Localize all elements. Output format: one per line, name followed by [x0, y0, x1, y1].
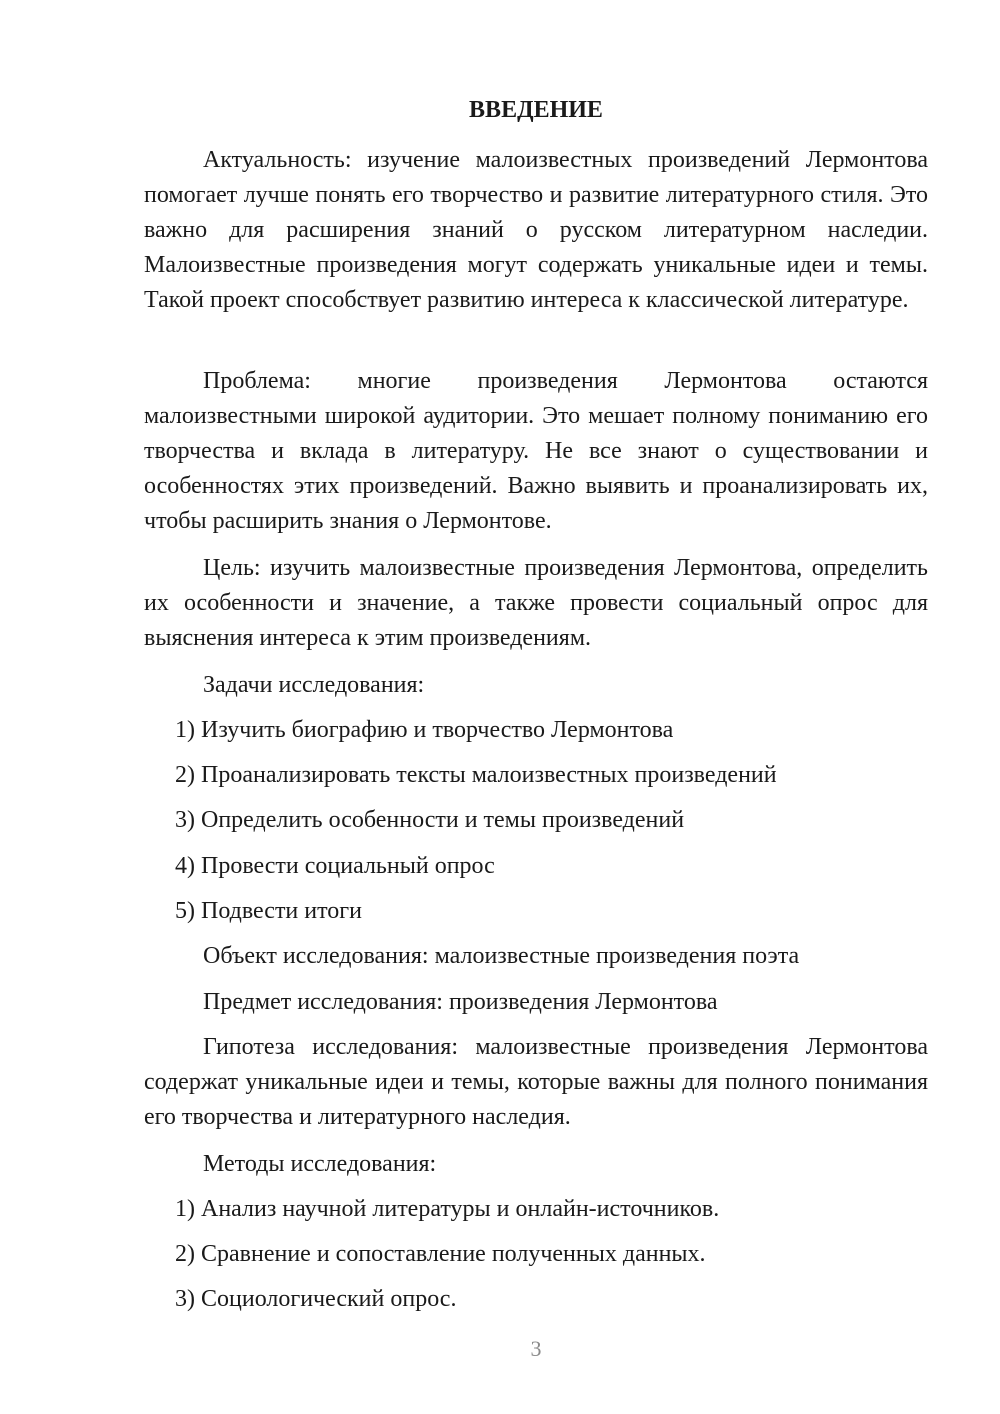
page-number: 3 — [530, 1336, 542, 1361]
goal-paragraph: Цель: изучить малоизвестные произведения Лермонтова, определить их особенности и значение, а также провести социальный опрос для выяснения интереса к этим произведениям. — [144, 555, 928, 651]
task-item: 5) Подвести итоги — [175, 898, 362, 924]
method-item: 1) Анализ научной литературы и онлайн-источников. — [175, 1196, 720, 1222]
section-title: ВВЕДЕНИЕ — [469, 97, 603, 123]
research-subject: Предмет исследования: произведения Лермонтова — [203, 989, 718, 1015]
hypothesis-paragraph: Гипотеза исследования: малоизвестные произведения Лермонтова содержат уникальные идеи и темы, которые важны для полного понимания его творчества и литературного наследия. — [144, 1034, 928, 1130]
method-item: 3) Социологический опрос. — [175, 1286, 457, 1312]
task-item: 4) Провести социальный опрос — [175, 853, 495, 879]
relevance-paragraph: Актуальность: изучение малоизвестных произведений Лермонтова помогает лучше понять его творчество и развитие литературного стиля. Это важно для расширения знаний о русском литературном наследии. Малоизвестные произведения могут содержать уникальные идеи и темы. Такой проект способствует развитию интереса к классической литературе. — [144, 147, 928, 313]
tasks-label: Задачи исследования: — [203, 672, 425, 698]
methods-label: Методы исследования: — [203, 1151, 437, 1177]
task-item: 3) Определить особенности и темы произведений — [175, 807, 685, 833]
method-item: 2) Сравнение и сопоставление полученных данных. — [175, 1241, 706, 1267]
task-item: 2) Проанализировать тексты малоизвестных произведений — [175, 762, 777, 788]
task-item: 1) Изучить биографию и творчество Лермонтова — [175, 717, 674, 743]
research-object: Объект исследования: малоизвестные произведения поэта — [203, 943, 800, 969]
problem-paragraph: Проблема: многие произведения Лермонтова остаются малоизвестными широкой аудитории. Это мешает полному пониманию его творчества и вклада в литературу. Не все знают о существовании и особенностях этих произведений. Важно выявить и проанализировать их, чтобы расширить знания о Лермонтове. — [144, 368, 928, 534]
